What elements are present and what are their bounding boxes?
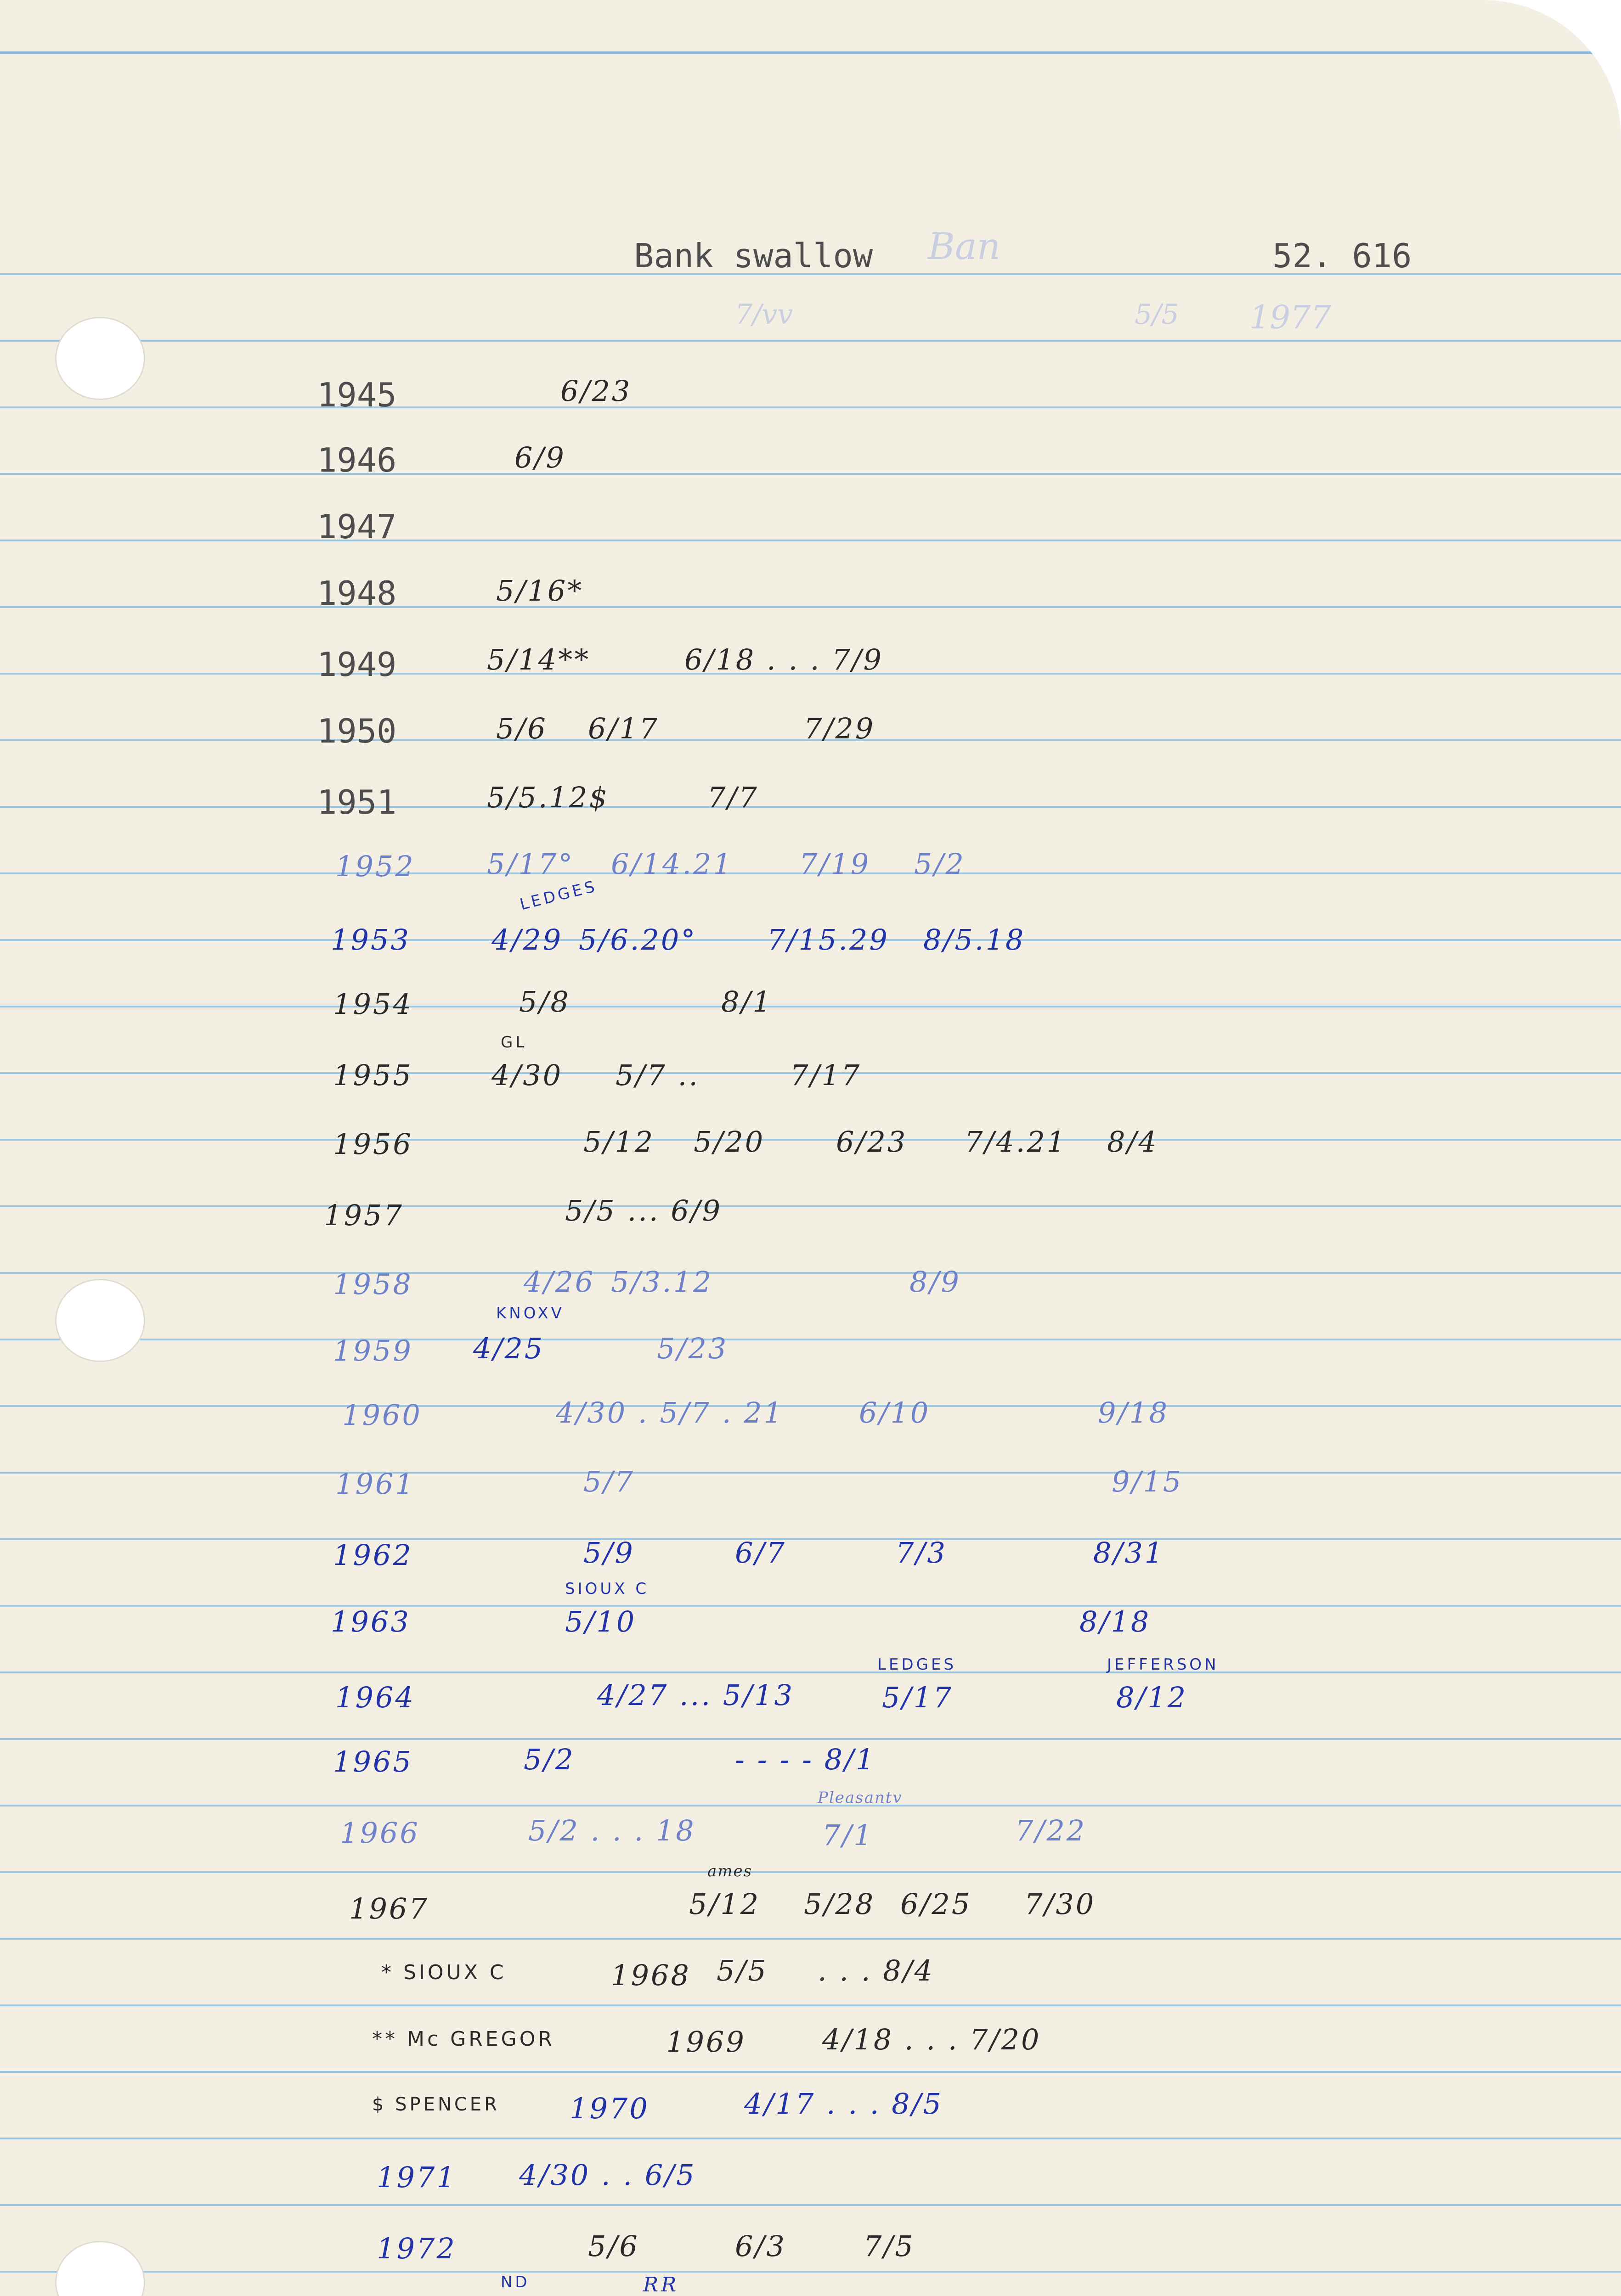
year-1945: 1945 [317,376,397,414]
entry-1968-a: 5/5 [717,1954,768,1987]
entry-1956-a: 5/12 [583,1125,655,1159]
year-1950: 1950 [317,712,397,750]
faint-mark-1977: 1977 [1249,298,1332,336]
ruled-line [0,406,1621,408]
entry-1966-a: 5/2 . . . 18 [528,1814,696,1847]
ruled-line [0,2004,1621,2006]
entry-1953-d: 8/5.18 [923,923,1026,957]
entry-1955-b: 5/7 .. [616,1058,700,1092]
ruled-line [0,1605,1621,1607]
entry-1945-a: 6/23 [560,374,632,408]
entry-1950-c: 7/29 [804,712,875,745]
place-note-jefferson-1964: JEFFERSON [1107,1655,1219,1674]
entry-1955-a: 4/30 [491,1058,563,1092]
entry-1960-b: 6/10 [859,1396,931,1429]
entry-1962-c: 7/3 [896,1536,947,1570]
year-1957: 1957 [324,1199,404,1232]
year-1955: 1955 [333,1058,413,1092]
place-note-ledges-1953: LEDGES [518,877,599,914]
year-1965: 1965 [333,1745,413,1778]
entry-1960-a: 4/30 . 5/7 . 21 [556,1396,784,1429]
ruled-line [0,1006,1621,1007]
entry-1950-a: 5/6 [496,712,548,745]
place-note-ames-1967: ames [707,1862,753,1880]
year-1966: 1966 [340,1816,420,1850]
ruled-line [0,1472,1621,1474]
entry-1967-d: 7/30 [1024,1887,1096,1921]
year-1954: 1954 [333,987,413,1021]
ruled-line [0,1738,1621,1740]
entry-1956-d: 7/4.21 [965,1125,1067,1159]
entry-1966-c: 7/22 [1015,1814,1087,1847]
entry-1952-d: 5/2 [914,847,966,881]
entry-1953-b: 5/6.20° [579,923,697,957]
entry-1962-d: 8/31 [1093,1536,1165,1570]
entry-1953-c: 7/15.29 [767,923,889,957]
ruled-line [0,1671,1621,1673]
entry-1967-a: 5/12 [689,1887,761,1921]
year-1970: 1970 [570,2092,650,2125]
entry-1961-a: 5/7 [583,1465,635,1498]
year-1971: 1971 [377,2161,457,2194]
entry-1972-c: 7/5 [864,2229,915,2263]
entry-1952-c: 7/19 [799,847,871,881]
year-1972: 1972 [377,2232,457,2265]
entry-1951-b: 7/7 [707,781,759,814]
entry-1949-b: 6/18 . . . 7/9 [684,643,883,676]
entry-1967-b: 5/28 [804,1887,875,1921]
entry-1962-a: 5/9 [583,1536,635,1570]
entry-1972-b: 6/3 [735,2229,786,2263]
year-1953: 1953 [331,923,411,957]
entry-1952-b: 6/14.21 [611,847,733,881]
entry-1964-b: 5/17 [882,1681,954,1714]
entry-1961-b: 9/15 [1112,1465,1183,1498]
entry-1963-a: 5/10 [565,1605,637,1638]
entry-1946-a: 6/9 [514,441,566,474]
year-1956: 1956 [333,1127,413,1161]
ruled-line [0,1538,1621,1540]
place-note-ledges-1964: LEDGES [877,1655,957,1674]
entry-1970-a: 4/17 . . . 8/5 [744,2087,943,2121]
year-1958: 1958 [333,1267,413,1301]
entry-1967-c: 6/25 [900,1887,972,1921]
ruled-line [0,340,1621,342]
ruled-line [0,606,1621,608]
entry-1971-a: 4/30 . . 6/5 [519,2158,696,2192]
faint-mark-date: 7/vv [735,298,793,331]
year-1963: 1963 [331,1605,411,1638]
entry-1953-a: 4/29 [491,923,563,957]
faint-mark-ban: Ban [928,225,1001,268]
entry-1966-b: 7/1 [822,1818,874,1852]
entry-1963-b: 8/18 [1079,1605,1151,1638]
ruled-line [0,1405,1621,1407]
ruled-line [0,1139,1621,1141]
entry-1958-b: 5/3.12 [611,1265,713,1299]
ruled-line [0,1339,1621,1340]
entry-1951-a: 5/5.12$ [487,781,609,814]
entry-1948-a: 5/16* [496,574,584,608]
ruled-line [0,2204,1621,2206]
footnote-star: * SIOUX C [381,1961,507,1984]
entry-1955-c: 7/17 [790,1058,862,1092]
entry-1954-a: 5/8 [519,985,570,1019]
ruled-line [0,540,1621,541]
year-1969: 1969 [666,2025,746,2059]
year-1959: 1959 [333,1334,413,1367]
entry-1956-b: 5/20 [694,1125,765,1159]
place-note-pleasantv-1966: Pleasantv [818,1789,903,1807]
ruled-line [0,806,1621,808]
year-1949: 1949 [317,645,397,684]
entry-1952-a: 5/17° [487,847,575,881]
year-1960: 1960 [342,1398,422,1432]
punch-hole-bottom [55,2241,145,2296]
entry-1958-c: 8/9 [909,1265,961,1299]
entry-1958-a: 4/26 [524,1265,595,1299]
entry-1949-a: 5/14** [487,643,591,676]
year-1964: 1964 [335,1681,415,1714]
entry-1960-c: 9/18 [1098,1396,1169,1429]
year-1948: 1948 [317,574,397,613]
faint-mark-5-5: 5/5 [1135,298,1179,331]
entry-1957-a: 5/5 ... 6/9 [565,1194,723,1227]
year-1951: 1951 [317,783,397,822]
entry-1950-b: 6/17 [588,712,660,745]
ruled-line [0,2138,1621,2139]
ruled-line [0,1871,1621,1873]
entry-1972-a: 5/6 [588,2229,639,2263]
footnote-dollar: $ SPENCER [372,2094,500,2115]
ruled-line [0,1205,1621,1207]
year-1952: 1952 [335,850,415,883]
entry-1956-c: 6/23 [836,1125,908,1159]
entry-1956-e: 8/4 [1107,1125,1158,1159]
entry-1964-c: 8/12 [1116,1681,1188,1714]
place-note-nd-1973: ND [501,2273,530,2291]
year-1946: 1946 [317,441,397,479]
ruled-line [0,473,1621,475]
place-note-sioux-c-1963: SIOUX C [565,1580,650,1598]
ruled-line [0,1272,1621,1274]
entry-1964-a: 4/27 ... 5/13 [597,1678,794,1712]
entry-1959-b: 5/23 [657,1332,729,1365]
year-1947: 1947 [317,507,397,546]
year-1961: 1961 [335,1467,415,1501]
footnote-double-star: ** Mc GREGOR [372,2027,555,2051]
catalog-number: 52. 616 [1272,236,1412,275]
entry-1965-b: - - - - 8/1 [735,1743,876,1776]
entry-1968-b: . . . 8/4 [818,1954,935,1987]
entry-1969-a: 4/18 . . . 7/20 [822,2023,1041,2056]
entry-1959-a: 4/25 [473,1332,545,1365]
punch-hole-top [55,317,145,400]
place-note-knoxv-1959: KNOXV [496,1304,565,1322]
entry-1965-a: 5/2 [524,1743,575,1776]
ruled-line [0,2071,1621,2073]
ruled-line [0,1938,1621,1940]
place-note-rr-1973: RR [643,2273,679,2296]
year-1967: 1967 [349,1892,429,1925]
year-1968: 1968 [611,1958,691,1992]
entry-1962-b: 6/7 [735,1536,786,1570]
entry-1954-b: 8/1 [721,985,773,1019]
place-note-gl-1955: GL [501,1033,527,1052]
header-rule [0,51,1621,54]
ruled-line [0,1805,1621,1806]
ruled-line [0,2271,1621,2273]
punch-hole-middle [55,1279,145,1362]
species-title: Bank swallow [634,236,873,275]
year-1962: 1962 [333,1538,413,1572]
